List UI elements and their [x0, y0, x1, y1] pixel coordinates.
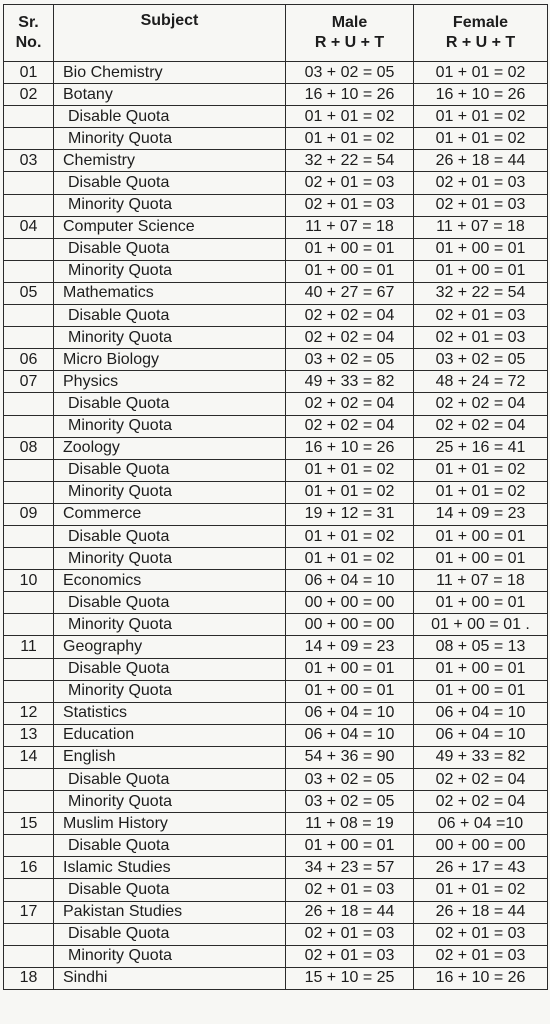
row-female-seats: 01 + 01 = 02	[414, 62, 548, 84]
header-male-line2: R + U + T	[314, 34, 385, 51]
row-subject: Minority Quota	[54, 415, 286, 437]
row-sr-no	[4, 548, 54, 570]
row-female-seats: 11 + 07 = 18	[414, 216, 548, 238]
row-subject: Education	[54, 724, 286, 746]
row-male-seats: 02 + 01 = 03	[286, 879, 414, 901]
table-row	[4, 791, 548, 813]
row-female-seats: 01 + 01 = 02	[414, 879, 548, 901]
row-male-seats: 01 + 01 = 02	[286, 128, 414, 150]
row-sr-no	[4, 769, 54, 791]
row-subject: Disable Quota	[54, 658, 286, 680]
table-row	[4, 945, 548, 967]
row-female-seats: 26 + 18 = 44	[414, 901, 548, 923]
row-subject: Disable Quota	[54, 238, 286, 260]
row-subject: Chemistry	[54, 150, 286, 172]
row-male-seats: 02 + 01 = 03	[286, 923, 414, 945]
row-male-seats: 01 + 00 = 01	[286, 260, 414, 282]
row-subject: English	[54, 746, 286, 768]
row-male-seats: 01 + 00 = 01	[286, 680, 414, 702]
row-sr-no: 18	[4, 967, 54, 989]
table-row	[4, 150, 548, 172]
row-female-seats: 16 + 10 = 26	[414, 84, 548, 106]
row-subject: Disable Quota	[54, 769, 286, 791]
row-male-seats: 49 + 33 = 82	[286, 371, 414, 393]
table-row	[4, 371, 548, 393]
row-subject: Disable Quota	[54, 172, 286, 194]
row-sr-no	[4, 791, 54, 813]
row-sr-no	[4, 459, 54, 481]
row-sr-no	[4, 680, 54, 702]
row-male-seats: 15 + 10 = 25	[286, 967, 414, 989]
table-header	[4, 5, 548, 62]
header-female	[414, 5, 548, 62]
table-row	[4, 614, 548, 636]
header-subject	[54, 5, 286, 62]
row-sr-no	[4, 260, 54, 282]
row-sr-no	[4, 481, 54, 503]
row-male-seats: 54 + 36 = 90	[286, 746, 414, 768]
table-row	[4, 393, 548, 415]
row-female-seats: 01 + 00 = 01	[414, 680, 548, 702]
row-male-seats: 01 + 00 = 01	[286, 238, 414, 260]
row-female-seats: 32 + 22 = 54	[414, 282, 548, 304]
row-sr-no	[4, 592, 54, 614]
row-female-seats: 02 + 02 = 04	[414, 791, 548, 813]
row-male-seats: 06 + 04 = 10	[286, 724, 414, 746]
row-male-seats: 19 + 12 = 31	[286, 503, 414, 525]
row-female-seats: 06 + 04 = 10	[414, 724, 548, 746]
row-female-seats: 06 + 04 = 10	[414, 702, 548, 724]
row-sr-no: 09	[4, 503, 54, 525]
row-male-seats: 06 + 04 = 10	[286, 702, 414, 724]
table-row	[4, 437, 548, 459]
row-sr-no	[4, 305, 54, 327]
row-female-seats: 26 + 17 = 43	[414, 857, 548, 879]
row-sr-no: 01	[4, 62, 54, 84]
table-row	[4, 857, 548, 879]
row-subject: Disable Quota	[54, 459, 286, 481]
table-row	[4, 327, 548, 349]
row-subject: Botany	[54, 84, 286, 106]
row-subject: Computer Science	[54, 216, 286, 238]
row-sr-no	[4, 614, 54, 636]
row-male-seats: 14 + 09 = 23	[286, 636, 414, 658]
row-sr-no: 07	[4, 371, 54, 393]
row-subject: Bio Chemistry	[54, 62, 286, 84]
row-sr-no: 05	[4, 282, 54, 304]
row-male-seats: 16 + 10 = 26	[286, 437, 414, 459]
row-female-seats: 01 + 00 = 01	[414, 592, 548, 614]
row-male-seats: 01 + 01 = 02	[286, 106, 414, 128]
row-subject: Statistics	[54, 702, 286, 724]
table-row	[4, 503, 548, 525]
table-row	[4, 106, 548, 128]
table-row	[4, 260, 548, 282]
header-row	[4, 5, 548, 62]
row-sr-no: 08	[4, 437, 54, 459]
table-row	[4, 724, 548, 746]
row-subject: Disable Quota	[54, 835, 286, 857]
row-subject: Pakistan Studies	[54, 901, 286, 923]
table-row	[4, 592, 548, 614]
row-sr-no	[4, 658, 54, 680]
header-male-line1: Male	[331, 14, 368, 31]
row-female-seats: 11 + 07 = 18	[414, 570, 548, 592]
row-female-seats: 01 + 00 = 01	[414, 238, 548, 260]
row-female-seats: 02 + 01 = 03	[414, 172, 548, 194]
row-subject: Physics	[54, 371, 286, 393]
row-female-seats: 14 + 09 = 23	[414, 503, 548, 525]
row-female-seats: 06 + 04 =10	[414, 813, 548, 835]
row-male-seats: 02 + 02 = 04	[286, 305, 414, 327]
table-row	[4, 305, 548, 327]
row-female-seats: 02 + 02 = 04	[414, 769, 548, 791]
row-female-seats: 02 + 01 = 03	[414, 327, 548, 349]
row-male-seats: 01 + 01 = 02	[286, 481, 414, 503]
row-female-seats: 03 + 02 = 05	[414, 349, 548, 371]
row-subject: Minority Quota	[54, 327, 286, 349]
header-sr-no	[4, 5, 54, 62]
row-subject: Zoology	[54, 437, 286, 459]
table-row	[4, 967, 548, 989]
row-female-seats: 00 + 00 = 00	[414, 835, 548, 857]
row-female-seats: 02 + 02 = 04	[414, 393, 548, 415]
row-male-seats: 01 + 00 = 01	[286, 835, 414, 857]
row-male-seats: 03 + 02 = 05	[286, 769, 414, 791]
table-row	[4, 172, 548, 194]
table-row	[4, 459, 548, 481]
row-female-seats: 01 + 00 = 01	[414, 548, 548, 570]
row-female-seats: 01 + 00 = 01 .	[414, 614, 548, 636]
table-row	[4, 128, 548, 150]
row-male-seats: 01 + 01 = 02	[286, 548, 414, 570]
header-subject-label: Subject	[140, 12, 199, 29]
header-female-line1: Female	[452, 14, 509, 31]
row-male-seats: 00 + 00 = 00	[286, 592, 414, 614]
row-female-seats: 48 + 24 = 72	[414, 371, 548, 393]
row-female-seats: 02 + 01 = 03	[414, 194, 548, 216]
row-subject: Sindhi	[54, 967, 286, 989]
row-female-seats: 01 + 00 = 01	[414, 260, 548, 282]
table-row	[4, 62, 548, 84]
seat-allocation-table	[3, 4, 548, 990]
table-body	[4, 62, 548, 990]
table-row	[4, 702, 548, 724]
table-row	[4, 349, 548, 371]
row-male-seats: 02 + 02 = 04	[286, 393, 414, 415]
row-male-seats: 00 + 00 = 00	[286, 614, 414, 636]
row-subject: Disable Quota	[54, 106, 286, 128]
row-female-seats: 01 + 00 = 01	[414, 525, 548, 547]
row-male-seats: 01 + 00 = 01	[286, 658, 414, 680]
row-subject: Disable Quota	[54, 305, 286, 327]
row-male-seats: 26 + 18 = 44	[286, 901, 414, 923]
table-row	[4, 813, 548, 835]
table-row	[4, 415, 548, 437]
row-subject: Disable Quota	[54, 525, 286, 547]
row-sr-no	[4, 393, 54, 415]
row-subject: Geography	[54, 636, 286, 658]
table-row	[4, 636, 548, 658]
row-sr-no: 14	[4, 746, 54, 768]
row-male-seats: 02 + 01 = 03	[286, 172, 414, 194]
row-sr-no: 16	[4, 857, 54, 879]
row-sr-no	[4, 945, 54, 967]
row-male-seats: 06 + 04 = 10	[286, 570, 414, 592]
row-female-seats: 02 + 01 = 03	[414, 305, 548, 327]
row-sr-no	[4, 923, 54, 945]
table-row	[4, 835, 548, 857]
row-male-seats: 02 + 01 = 03	[286, 194, 414, 216]
row-subject: Minority Quota	[54, 194, 286, 216]
row-subject: Islamic Studies	[54, 857, 286, 879]
row-subject: Commerce	[54, 503, 286, 525]
table-row	[4, 658, 548, 680]
header-female-line2: R + U + T	[445, 34, 516, 51]
row-male-seats: 16 + 10 = 26	[286, 84, 414, 106]
row-sr-no	[4, 194, 54, 216]
table-row	[4, 194, 548, 216]
row-male-seats: 02 + 02 = 04	[286, 415, 414, 437]
table-row	[4, 238, 548, 260]
row-female-seats: 08 + 05 = 13	[414, 636, 548, 658]
row-subject: Minority Quota	[54, 260, 286, 282]
row-sr-no: 02	[4, 84, 54, 106]
row-male-seats: 34 + 23 = 57	[286, 857, 414, 879]
row-female-seats: 26 + 18 = 44	[414, 150, 548, 172]
row-sr-no	[4, 835, 54, 857]
row-subject: Disable Quota	[54, 879, 286, 901]
table-row	[4, 923, 548, 945]
table-row	[4, 282, 548, 304]
row-male-seats: 32 + 22 = 54	[286, 150, 414, 172]
header-sr-line2: No.	[15, 34, 42, 51]
row-female-seats: 01 + 00 = 01	[414, 658, 548, 680]
row-female-seats: 16 + 10 = 26	[414, 967, 548, 989]
row-male-seats: 02 + 01 = 03	[286, 945, 414, 967]
table-row	[4, 746, 548, 768]
row-sr-no	[4, 415, 54, 437]
row-male-seats: 11 + 07 = 18	[286, 216, 414, 238]
table-row	[4, 901, 548, 923]
row-subject: Disable Quota	[54, 592, 286, 614]
row-female-seats: 02 + 02 = 04	[414, 415, 548, 437]
header-male	[286, 5, 414, 62]
row-female-seats: 49 + 33 = 82	[414, 746, 548, 768]
row-sr-no: 13	[4, 724, 54, 746]
row-male-seats: 03 + 02 = 05	[286, 791, 414, 813]
row-male-seats: 11 + 08 = 19	[286, 813, 414, 835]
table-row	[4, 84, 548, 106]
row-subject: Mathematics	[54, 282, 286, 304]
row-subject: Muslim History	[54, 813, 286, 835]
table-row	[4, 481, 548, 503]
row-sr-no	[4, 238, 54, 260]
row-female-seats: 01 + 01 = 02	[414, 128, 548, 150]
row-subject: Micro Biology	[54, 349, 286, 371]
row-female-seats: 01 + 01 = 02	[414, 106, 548, 128]
row-female-seats: 01 + 01 = 02	[414, 459, 548, 481]
row-sr-no: 12	[4, 702, 54, 724]
row-subject: Minority Quota	[54, 945, 286, 967]
row-sr-no: 11	[4, 636, 54, 658]
row-sr-no: 10	[4, 570, 54, 592]
row-subject: Minority Quota	[54, 481, 286, 503]
row-sr-no	[4, 106, 54, 128]
row-subject: Disable Quota	[54, 393, 286, 415]
row-sr-no	[4, 172, 54, 194]
row-subject: Disable Quota	[54, 923, 286, 945]
row-sr-no	[4, 879, 54, 901]
row-female-seats: 01 + 01 = 02	[414, 481, 548, 503]
row-subject: Economics	[54, 570, 286, 592]
table-row	[4, 216, 548, 238]
row-male-seats: 01 + 01 = 02	[286, 525, 414, 547]
row-male-seats: 40 + 27 = 67	[286, 282, 414, 304]
row-subject: Minority Quota	[54, 614, 286, 636]
row-sr-no	[4, 525, 54, 547]
table-row	[4, 769, 548, 791]
header-sr-line1: Sr.	[18, 14, 39, 31]
table-row	[4, 570, 548, 592]
row-sr-no: 17	[4, 901, 54, 923]
row-male-seats: 03 + 02 = 05	[286, 349, 414, 371]
row-subject: Minority Quota	[54, 791, 286, 813]
row-male-seats: 02 + 02 = 04	[286, 327, 414, 349]
table-row	[4, 680, 548, 702]
row-female-seats: 02 + 01 = 03	[414, 945, 548, 967]
row-subject: Minority Quota	[54, 128, 286, 150]
row-male-seats: 01 + 01 = 02	[286, 459, 414, 481]
row-sr-no	[4, 128, 54, 150]
row-sr-no: 15	[4, 813, 54, 835]
row-subject: Minority Quota	[54, 548, 286, 570]
row-sr-no: 06	[4, 349, 54, 371]
table-row	[4, 548, 548, 570]
row-female-seats: 02 + 01 = 03	[414, 923, 548, 945]
row-sr-no: 03	[4, 150, 54, 172]
row-male-seats: 03 + 02 = 05	[286, 62, 414, 84]
row-sr-no: 04	[4, 216, 54, 238]
table-row	[4, 879, 548, 901]
row-sr-no	[4, 327, 54, 349]
table-row	[4, 525, 548, 547]
row-female-seats: 25 + 16 = 41	[414, 437, 548, 459]
row-subject: Minority Quota	[54, 680, 286, 702]
